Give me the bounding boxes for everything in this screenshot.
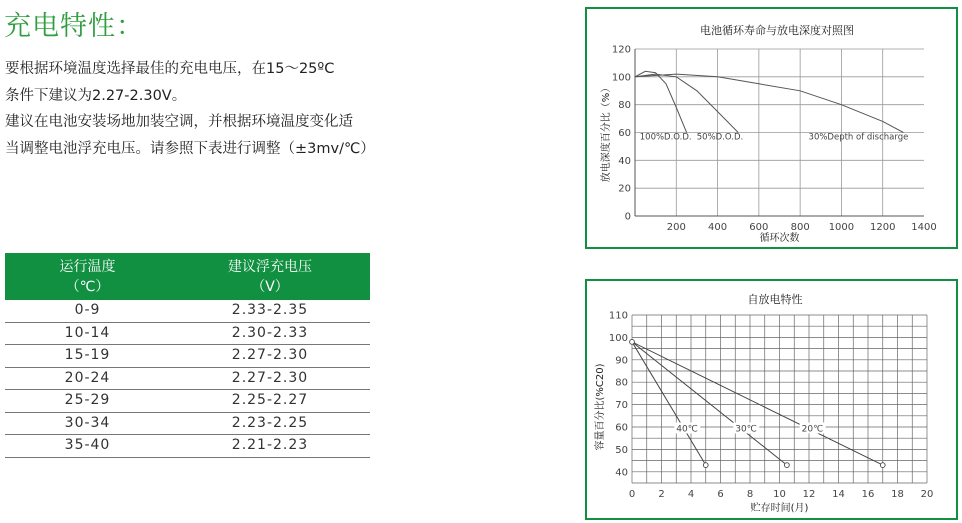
y-axis-title: 容量百分比(%C20) bbox=[595, 363, 606, 451]
series-line bbox=[632, 342, 787, 465]
table-row bbox=[5, 300, 370, 322]
y-tick-label: 0 bbox=[624, 211, 631, 223]
intro-text bbox=[5, 56, 380, 162]
section-title: 充电特性： bbox=[4, 11, 144, 42]
cell-voltage: 2.25-2.27 bbox=[170, 390, 370, 413]
cell-voltage: 2.33-2.35 bbox=[170, 300, 370, 322]
cell-temperature: 25-29 bbox=[5, 390, 170, 413]
series-line bbox=[635, 74, 738, 132]
x-tick-label: 16 bbox=[861, 489, 875, 500]
chart-title: 自放电特性 bbox=[747, 293, 803, 306]
header-voltage-line2: （V） bbox=[251, 278, 289, 295]
header-temperature-line2: （℃） bbox=[65, 278, 110, 295]
header-voltage bbox=[170, 253, 370, 300]
y-tick-label: 80 bbox=[618, 100, 631, 112]
series-start-marker bbox=[630, 339, 635, 344]
x-tick-label: 400 bbox=[708, 222, 728, 233]
float-voltage-table bbox=[5, 253, 370, 458]
y-tick-label: 110 bbox=[608, 310, 628, 322]
table-header-row bbox=[5, 253, 370, 300]
x-tick-label: 800 bbox=[790, 222, 810, 233]
series-line bbox=[632, 342, 883, 465]
cell-voltage: 2.30-2.33 bbox=[170, 322, 370, 345]
cell-voltage: 2.27-2.30 bbox=[170, 367, 370, 390]
intro-line: 建议在电池安装场地加装空调，并根据环境温度变化适 bbox=[5, 114, 353, 130]
x-axis-title: 循环次数 bbox=[759, 233, 800, 244]
series-line bbox=[635, 71, 687, 132]
intro-line: 要根据环境温度选择最佳的充电电压，在15～25ºC bbox=[5, 61, 335, 77]
cell-voltage: 2.23-2.25 bbox=[170, 412, 370, 435]
cell-voltage: 2.21-2.23 bbox=[170, 435, 370, 458]
self-discharge-chart-frame bbox=[585, 279, 958, 520]
cycle-life-chart-frame bbox=[585, 7, 958, 249]
header-temperature-line1: 运行温度 bbox=[59, 258, 116, 275]
x-tick-label: 600 bbox=[749, 222, 769, 233]
y-tick-label: 40 bbox=[615, 467, 628, 479]
y-tick-label: 120 bbox=[611, 44, 631, 56]
x-tick-label: 2 bbox=[658, 489, 665, 500]
chart-title: 电池循环寿命与放电深度对照图 bbox=[700, 24, 854, 37]
series-end-marker bbox=[784, 463, 789, 468]
series-label: 30℃ bbox=[735, 424, 757, 435]
cell-temperature: 20-24 bbox=[5, 367, 170, 390]
series-line bbox=[635, 74, 903, 132]
header-voltage-line1: 建议浮充电压 bbox=[228, 258, 312, 275]
x-tick-label: 0 bbox=[628, 489, 636, 500]
table-row bbox=[5, 412, 370, 435]
cell-temperature: 15-19 bbox=[5, 345, 170, 368]
cell-voltage: 2.27-2.30 bbox=[170, 345, 370, 368]
series-label: 100%D.O.D. bbox=[639, 132, 692, 143]
y-axis-title: 放电深度百分比（%） bbox=[601, 82, 612, 183]
x-tick-label: 8 bbox=[746, 489, 754, 500]
series-label: 30%Depth of discharge bbox=[808, 132, 909, 143]
y-tick-label: 50 bbox=[615, 444, 628, 456]
x-tick-label: 200 bbox=[666, 222, 686, 233]
series-end-marker bbox=[703, 463, 708, 468]
table-row bbox=[5, 390, 370, 413]
intro-line: 当调整电池浮充电压。请参照下表进行调整（±3mv/℃） bbox=[5, 140, 375, 157]
series-label: 50%D.O.D. bbox=[696, 132, 744, 143]
y-tick-label: 90 bbox=[615, 355, 628, 367]
y-tick-label: 20 bbox=[618, 183, 631, 195]
self-discharge-chart bbox=[587, 281, 956, 518]
y-tick-label: 60 bbox=[618, 128, 631, 139]
table-row bbox=[5, 322, 370, 345]
x-tick-label: 20 bbox=[920, 489, 934, 500]
x-tick-label: 12 bbox=[802, 489, 816, 500]
y-tick-label: 80 bbox=[615, 377, 628, 389]
y-tick-label: 100 bbox=[611, 72, 631, 84]
series-label: 20℃ bbox=[801, 424, 824, 435]
y-tick-label: 100 bbox=[608, 332, 628, 344]
table-row bbox=[5, 345, 370, 368]
x-tick-label: 10 bbox=[773, 489, 786, 500]
x-tick-label: 6 bbox=[717, 489, 724, 500]
x-tick-label: 14 bbox=[832, 489, 845, 500]
x-tick-label: 1400 bbox=[911, 222, 937, 233]
cycle-life-chart bbox=[587, 9, 956, 247]
header-temperature bbox=[5, 253, 170, 300]
table-row bbox=[5, 435, 370, 458]
cell-temperature: 10-14 bbox=[5, 322, 170, 345]
intro-line: 条件下建议为2.27-2.30V。 bbox=[5, 87, 187, 104]
cell-temperature: 35-40 bbox=[5, 435, 170, 458]
x-tick-label: 1000 bbox=[828, 222, 855, 233]
x-tick-label: 1200 bbox=[869, 222, 896, 233]
y-tick-label: 70 bbox=[615, 400, 628, 412]
cell-temperature: 0-9 bbox=[5, 300, 170, 322]
x-tick-label: 18 bbox=[891, 489, 904, 500]
y-tick-label: 40 bbox=[618, 155, 631, 167]
x-tick-label: 4 bbox=[687, 489, 695, 500]
cell-temperature: 30-34 bbox=[5, 412, 170, 435]
y-tick-label: 60 bbox=[615, 422, 628, 434]
series-label: 40℃ bbox=[676, 424, 698, 435]
x-axis-title: 贮存时间(月) bbox=[750, 503, 809, 514]
series-end-marker bbox=[880, 463, 885, 468]
table-row bbox=[5, 367, 370, 390]
